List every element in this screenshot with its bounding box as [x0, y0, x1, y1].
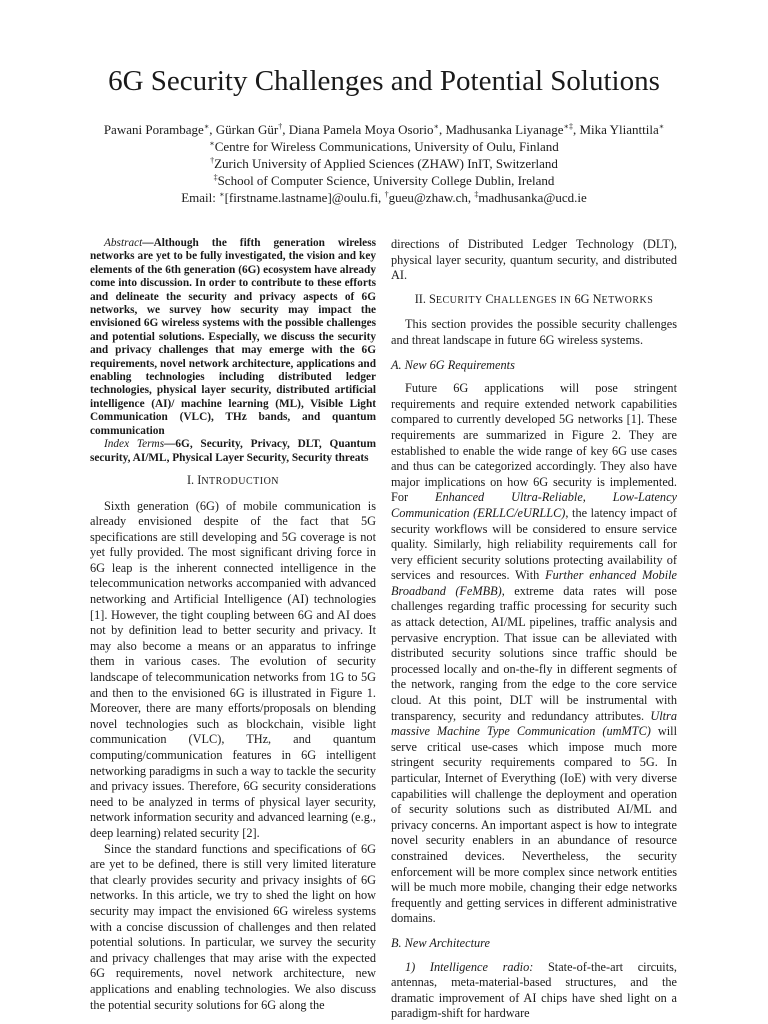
subsection-heading-requirements: A. New 6G Requirements: [391, 357, 515, 372]
affiliation: †Zurich University of Applied Sciences (ZHAW) InIT, Switzerland: [210, 156, 558, 171]
email-line: Email: ∗[firstname.lastname]@oulu.fi, †gueu@zhaw.ch, ‡madhusanka@ucd.ie: [181, 190, 587, 205]
affiliation: ∗Centre for Wireless Communications, University of Oulu, Finland: [209, 139, 559, 154]
right-column: [391, 237, 677, 1022]
paragraph: 1) Intelligence radio: State-of-the-art circuits, antennas, meta-material-based structures, and the dramatic improvement of AI chips have shed light on a paradigm-shift for hardware: [391, 959, 677, 1021]
author-block: [0, 121, 768, 206]
index-terms-label: Index Terms: [104, 438, 165, 451]
author: Pawani Porambage: [103, 122, 204, 137]
paragraph-label: 1) Intelligence radio:: [405, 959, 534, 974]
affiliation: ‡School of Computer Science, University College Dublin, Ireland: [213, 173, 555, 188]
left-column: [90, 237, 376, 1013]
paragraph: Sixth generation (6G) of mobile communication is already envisioned despite of the fact that 5G specifications are still developing and 5G coverage is not yet fully provided. The most significant driving force in 6G leap is the inherent connected intelligence in the telecommunication networks accompanied with advanced networking and Artificial Intelligence (AI) technologies [1]. However, the tight coupling between 6G and AI does not by definition lead to better security and privacy. It may also become a means or an apparatus to infringe them in various cases. The evolution of security landscape of telecommunication networks from 1G to 5G and then to the envisioned 6G is illustrated in Figure 1. Moreover, there are many efforts/proposals on blending novel technologies such as blockchain, visible light communication (VLC), THz, and quantum computing/communication features in 6G intelligent networking paradigms in such a way to tackle the security and privacy issues. Therefore, 6G security considerations need to be analyzed in terms of physical layer security, network information security and advanced learning (e.g., deep learning) related security [2].: [90, 498, 376, 840]
author-names: Pawani Porambage∗, Gürkan Gür†, Diana Pamela Moya Osorio∗, Madhusanka Liyanage∗‡, Mika Ylianttila∗: [103, 122, 665, 137]
author: Gürkan Gür: [215, 122, 279, 137]
paragraph: Future 6G applications will pose stringent requirements and require extended network capabilities compared to currently developed 5G networks [1]. These requirements are summarized in Figure 2. They are established to enable the wide range of key 6G use cases and thus can be categorized accordingly. They also have major implications on how 6G security is implemented. For Enhanced Ultra-Reliable, Low-Latency Communication (ERLLC/eURLLC), the latency impact of security workflows will be considered to ensure service quality. Similarly, high reliability requirements call for very efficient security solutions protecting availability of services and resources. With Further enhanced Mobile Broadband (FeMBB), extreme data rates will pose challenges regarding traffic processing for security such as attack detection, AI/ML pipelines, traffic analysis and pervasive encryption. That issue can be alleviated with distributed security solutions since traffic should be processed locally and on-the-fly in different segments of the network, ranging from the edge to the core service cloud. At this point, DLT will be instrumental with transparency, security and redundancy attributes. Ultra massive Machine Type Communication (umMTC) will serve critical use-cases which impose much more stringent security requirements compared to 5G. In particular, Internet of Everything (IoE) with very diverse capabilities will challenge the deployment and operation of security solutions such as distributed AI/ML and privacy concerns. An important aspect is how to integrate novel security enablers in an abundance of resource constrained devices. Nevertheless, the security enforcement will be more complex since network entities will be much more mobile, changing their edge networks frequently and getting services in different administrative domains.: [391, 381, 678, 926]
author: Madhusanka Liyanage: [445, 122, 564, 137]
abstract-label: Abstract: [104, 237, 143, 249]
paper-title: 6G Security Challenges and Potential Solutions: [108, 65, 660, 97]
paragraph: Since the standard functions and specifications of 6G are yet to be defined, there is still very limited literature that clearly provides security and privacy insights of 6G networks. In this article, we try to shed the light on how security may impact the envisioned 6G wireless systems with a concise discussion of challenges and then related potential solutions. In particular, we survey the security and privacy challenges that may arise with the expected 6G requirements, novel network architecture, new applications and enabling technologies. We also discuss the potential security solutions for 6G along the: [90, 841, 376, 1012]
author: Diana Pamela Moya Osorio: [288, 122, 434, 137]
index-terms: Index Terms—6G, Security, Privacy, DLT, Quantum security, AI/ML, Physical Layer Security, Security threats: [90, 438, 377, 464]
abstract: Abstract—Although the fifth generation wireless networks are yet to be fully investigated, the vision and key elements of the 6th generation (6G) ecosystem have already come into discussion. In order to contribute to these efforts and delineate the security and privacy aspects of 6G networks, we survey how security may impact the envisioned 6G wireless systems with the possible challenges and potential solutions. Especially, we discuss the security and privacy challenges that may emerge with the 6G requirements, novel network architecture, applications and enabling technologies including distributed ledger technologies, physical layer security, distributed artificial intelligence (AI)/ machine learning (ML), Visible Light Communication (VLC), THz bands, and quantum communication: [90, 237, 376, 437]
section-heading-introduction: I. INTRODUCTION: [186, 472, 280, 487]
paragraph: directions of Distributed Ledger Technology (DLT), physical layer security, quantum security, and distributed AI.: [391, 237, 677, 283]
author: Mika Ylianttila: [579, 122, 659, 137]
subsection-heading-architecture: B. New Architecture: [391, 935, 490, 950]
paragraph: This section provides the possible security challenges and threat landscape in future 6G wireless systems.: [391, 317, 677, 347]
section-heading-security-challenges: II. SECURITY CHALLENGES IN 6G NETWORKS: [414, 291, 654, 306]
